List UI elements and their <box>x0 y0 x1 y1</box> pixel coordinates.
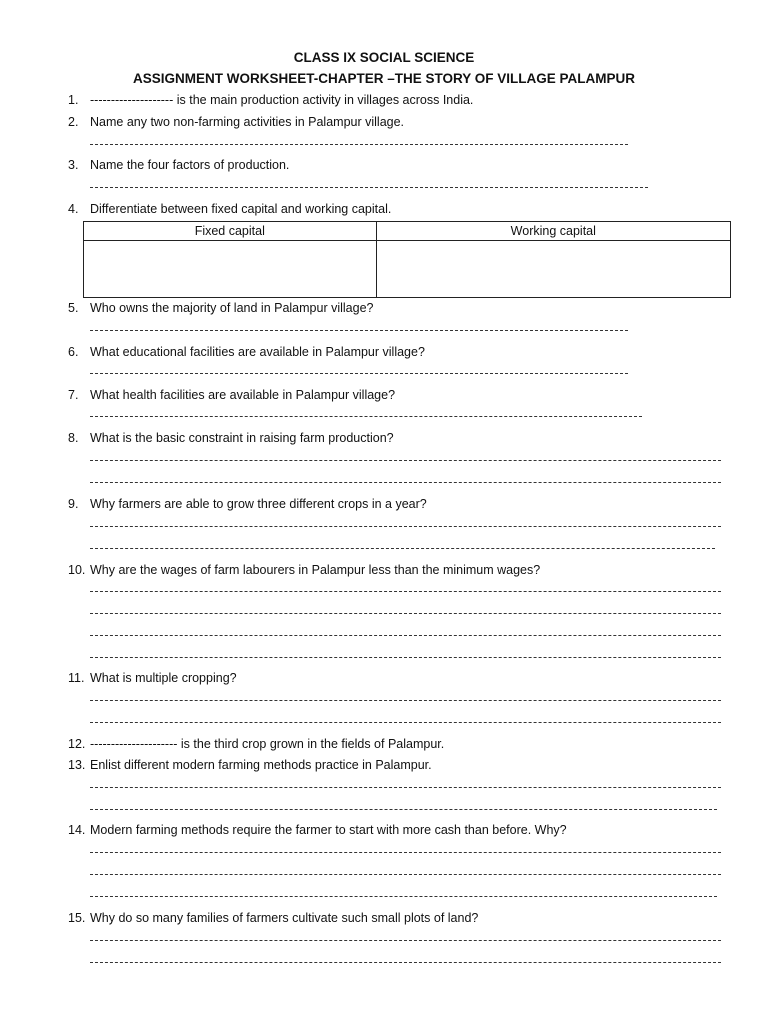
answer-line[interactable] <box>90 787 721 788</box>
fixed-capital-answer-cell[interactable] <box>84 241 377 298</box>
answer-line[interactable] <box>90 187 648 188</box>
question-text: Enlist different modern farming methods practice in Palampur. <box>90 758 432 772</box>
question-text: Who owns the majority of land in Palampur village? <box>90 301 374 315</box>
question-number: 3. <box>68 158 79 172</box>
answer-line[interactable] <box>90 416 642 417</box>
answer-line[interactable] <box>90 460 721 461</box>
question-number: 15. <box>68 911 86 925</box>
answer-line[interactable] <box>90 613 721 614</box>
answer-line[interactable] <box>90 657 721 658</box>
question-number: 2. <box>68 115 79 129</box>
answer-line[interactable] <box>90 330 628 331</box>
answer-line[interactable] <box>90 548 715 549</box>
question-number: 13. <box>68 758 86 772</box>
question-number: 8. <box>68 431 79 445</box>
question-text: Why farmers are able to grow three different crops in a year? <box>90 497 427 511</box>
question-text: Differentiate between fixed capital and working capital. <box>90 202 392 216</box>
question-text: Why do so many families of farmers cultivate such small plots of land? <box>90 911 479 925</box>
question-text: What is multiple cropping? <box>90 671 237 685</box>
question-text: What is the basic constraint in raising farm production? <box>90 431 394 445</box>
answer-line[interactable] <box>90 635 721 636</box>
question-number: 5. <box>68 301 79 315</box>
fill-blank[interactable]: --------------------- <box>90 737 178 751</box>
answer-line[interactable] <box>90 852 721 853</box>
question-text: --------------------- is the third crop grown in the fields of Palampur. <box>90 737 445 751</box>
question-text: -------------------- is the main production activity in villages across India. <box>90 93 474 107</box>
question-number: 1. <box>68 93 79 107</box>
question-text: Why are the wages of farm labourers in Palampur less than the minimum wages? <box>90 563 541 577</box>
question-number: 6. <box>68 345 79 359</box>
answer-line[interactable] <box>90 896 717 897</box>
question-number: 9. <box>68 497 79 511</box>
question-number: 7. <box>68 388 79 402</box>
worksheet-assignment-title: ASSIGNMENT WORKSHEET-CHAPTER –THE STORY OF VILLAGE PALAMPUR <box>132 71 636 86</box>
question-number: 10. <box>68 563 86 577</box>
question-text: Name the four factors of production. <box>90 158 290 172</box>
question-number: 4. <box>68 202 79 216</box>
fill-blank[interactable]: -------------------- <box>90 93 174 107</box>
question-text: Name any two non-farming activities in Palampur village. <box>90 115 405 129</box>
answer-line[interactable] <box>90 482 721 483</box>
capital-comparison-table <box>83 221 731 298</box>
question-number: 12. <box>68 737 86 751</box>
answer-line[interactable] <box>90 591 721 592</box>
answer-line[interactable] <box>90 874 721 875</box>
answer-line[interactable] <box>90 940 721 941</box>
answer-line[interactable] <box>90 526 721 527</box>
question-text: What health facilities are available in Palampur village? <box>90 388 396 402</box>
question-text: What educational facilities are available in Palampur village? <box>90 345 425 359</box>
question-text: Modern farming methods require the farmer to start with more cash than before. Why? <box>90 823 567 837</box>
working-capital-header: Working capital <box>376 222 730 241</box>
answer-line[interactable] <box>90 700 721 701</box>
answer-line[interactable] <box>90 809 717 810</box>
answer-line[interactable] <box>90 962 721 963</box>
question-number: 14. <box>68 823 86 837</box>
answer-line[interactable] <box>90 144 628 145</box>
working-capital-answer-cell[interactable] <box>376 241 730 298</box>
question-number: 11. <box>68 671 85 685</box>
fixed-capital-header: Fixed capital <box>84 222 377 241</box>
answer-line[interactable] <box>90 722 721 723</box>
worksheet-class-title: CLASS IX SOCIAL SCIENCE <box>293 50 475 65</box>
answer-line[interactable] <box>90 373 628 374</box>
